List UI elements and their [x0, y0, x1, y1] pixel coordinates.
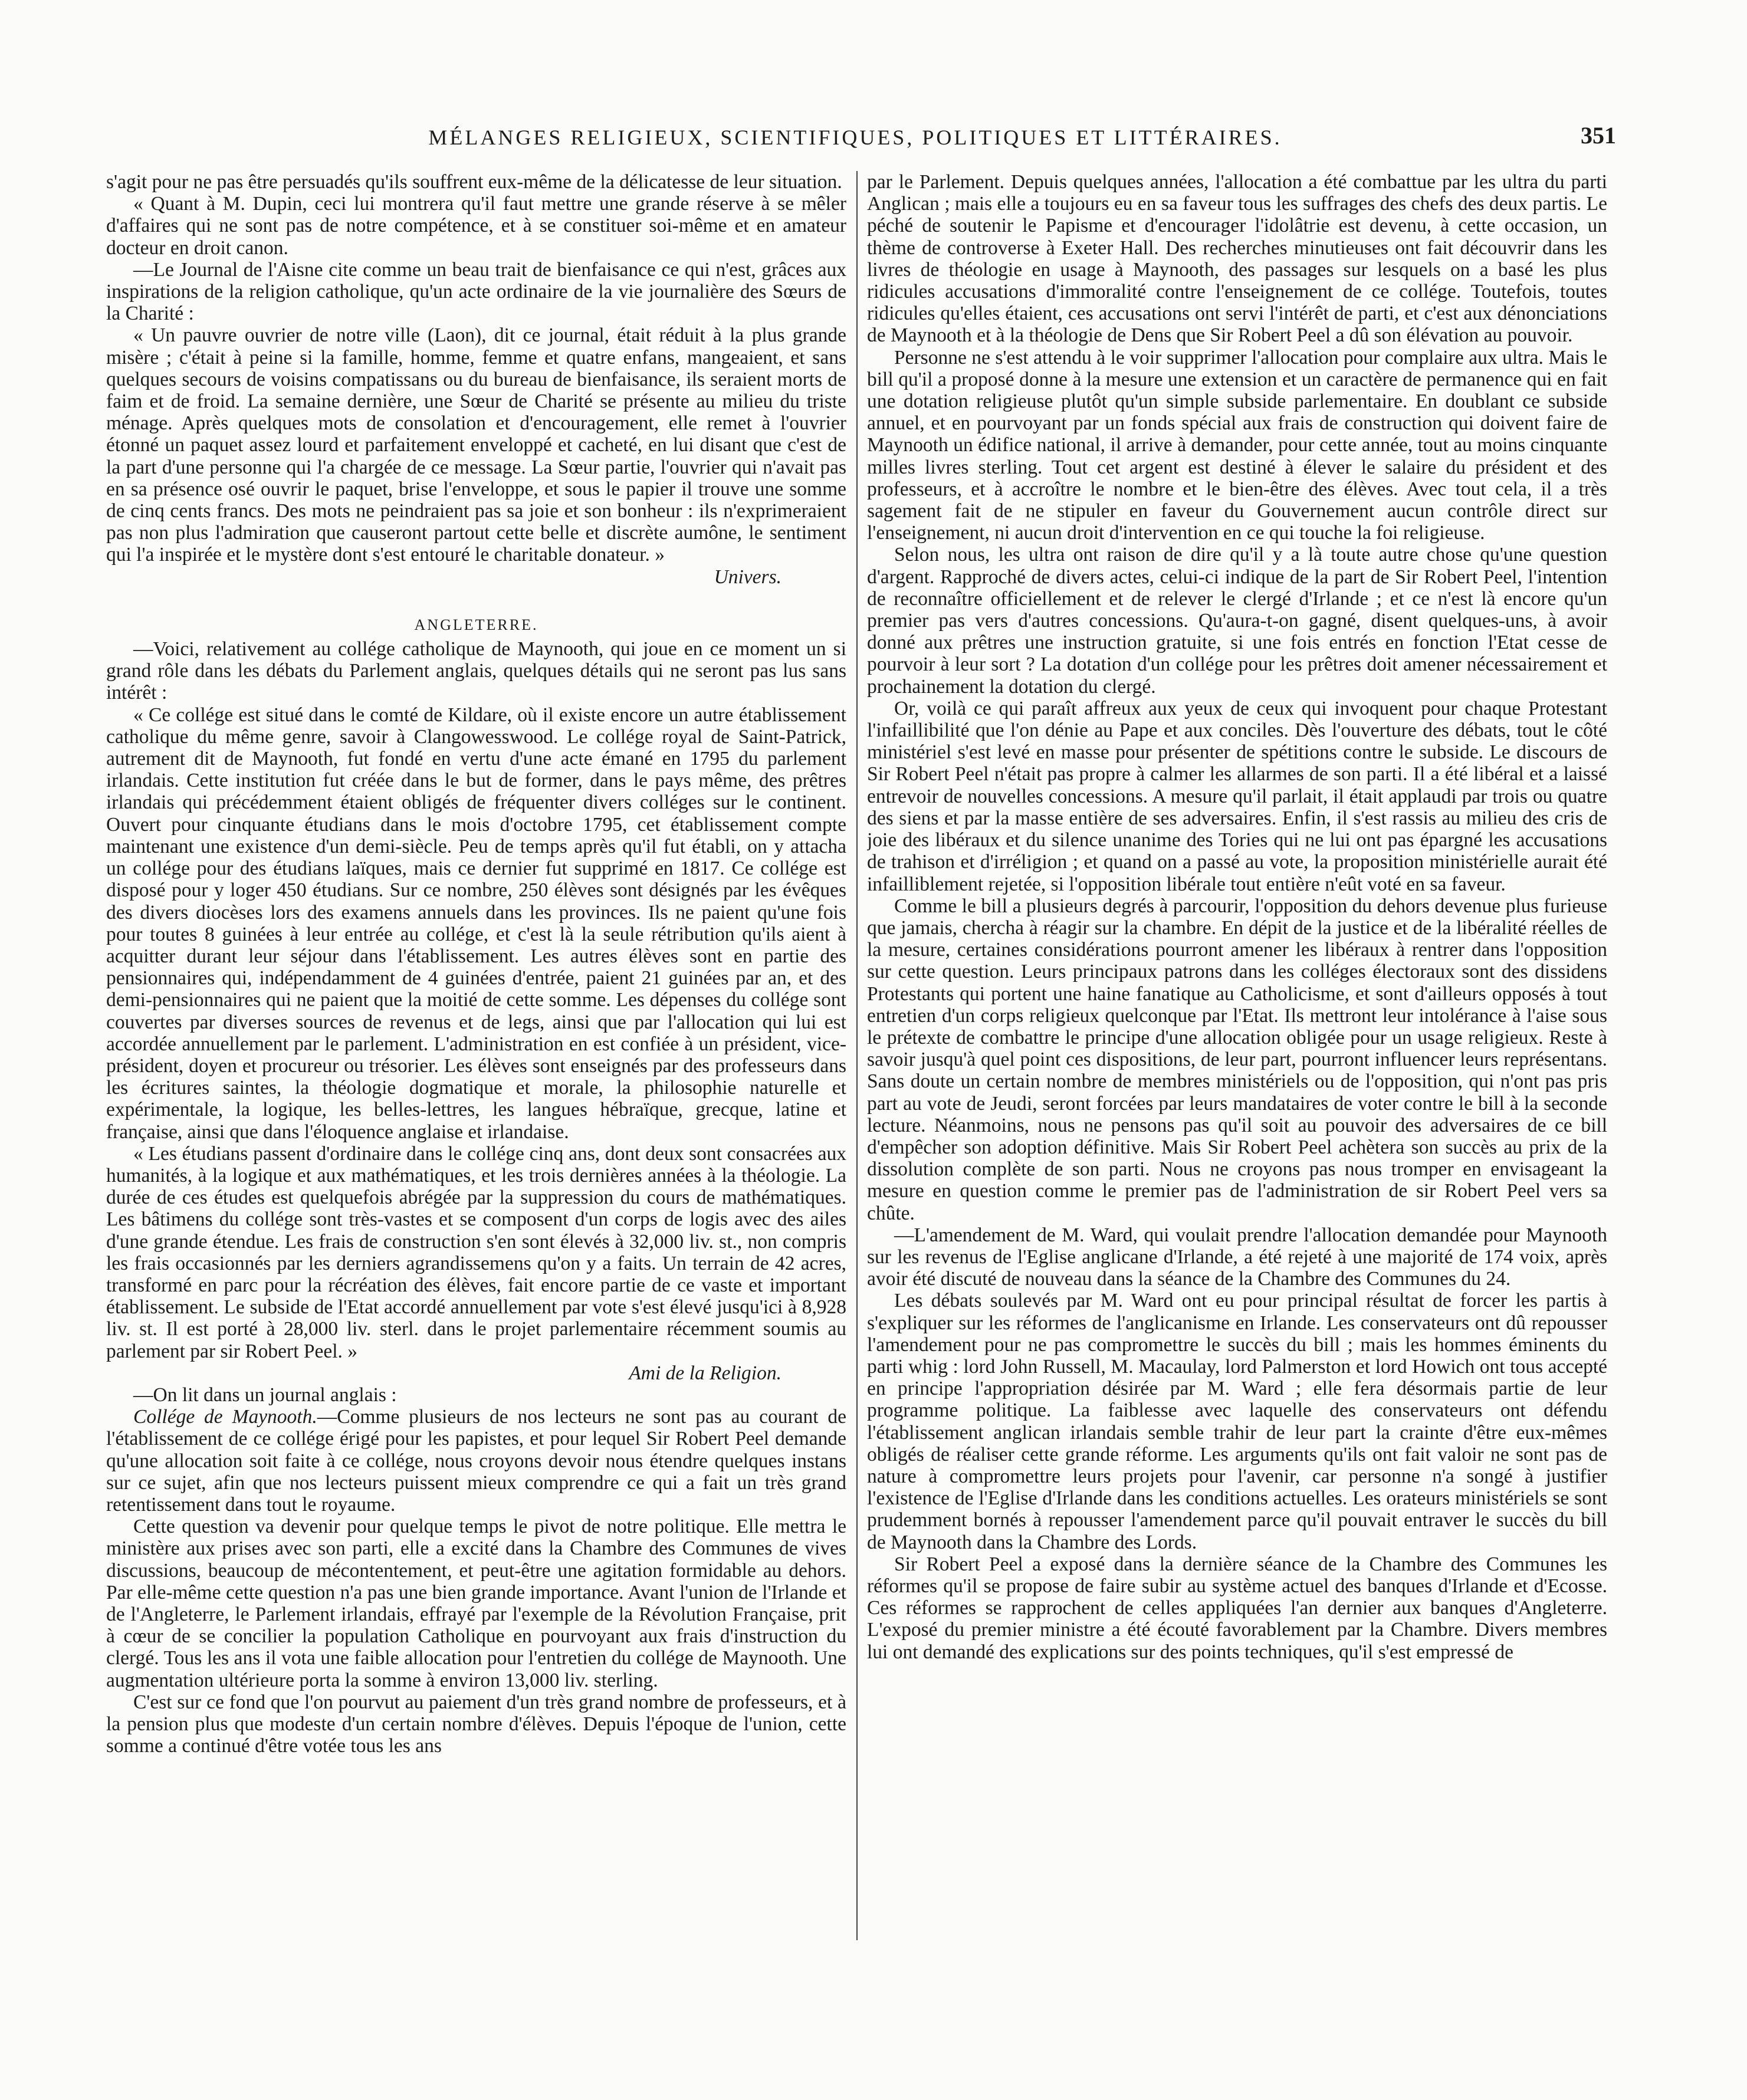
- left-column: [106, 171, 846, 1940]
- running-head: [106, 122, 1616, 160]
- paragraph: « Ce collége est situé dans le comté de Kildare, où il existe encore un autre établissement catholique du même genre, savoir à Clangowesswood. Le collége royal de Saint-Patrick, autrement dit de Maynooth, fut fondé en vertu d'une acte émané en 1795 du parlement irlandais. Cette institution fut créée dans le but de former, dans le pays même, des prêtres irlandais qui précédemment étaient obligés de fréquenter divers colléges sur le continent. Ouvert pour cinquante étudians dans le mois d'octobre 1795, cet établissement compte maintenant une existence d'un demi-siècle. Peu de temps après qu'il fut établi, on y attacha un collége pour des étudians laïques, mais ce dernier fut supprimé en 1817. Ce collége est disposé pour y loger 450 étudians. Sur ce nombre, 250 élèves sont désignés par les évêques des divers diocèses lors des examens annuels dans les provinces. Ils ne paient qu'une fois pour toutes 8 guinées à leur entrée au collége, et c'est là la seule rétribution qu'ils aient à acquitter durant leur séjour dans l'établissement. Les autres élèves sont en partie des pensionnaires qui, indépendamment de 4 guinées d'entrée, paient 21 guinées par an, et des demi-pensionnaires qui ne paient que la moitié de cette somme. Les dépenses du collége sont couvertes par diverses sources de revenus et de legs, ainsi que par l'allocation qui lui est accordée annuellement par le parlement. L'administration en est confiée à un président, vice-président, doyen et procureur ou trésorier. Les élèves sont enseignés par des professeurs dans les écritures saintes, la théologie dogmatique et morale, la philosophie naturelle et expérimentale, la logique, les belles-lettres, les langues hébraïque, grecque, latine et française, ainsi que dans l'éloquence anglaise et irlandaise.: [106, 704, 846, 1143]
- source-attribution: Ami de la Religion.: [629, 1362, 781, 1384]
- paragraph: Comme le bill a plusieurs degrés à parcourir, l'opposition du dehors devenue plus furieuse que jamais, chercha à réagir sur la chambre. En dépit de la justice et de la libéralité réelles de la mesure, certaines considérations pourront amener les libéraux à rentrer dans l'opposition sur cette question. Leurs principaux patrons dans les colléges électoraux sont des dissidens Protestants qui portent une haine fanatique au Catholicisme, et sont d'ailleurs opposés à tout entretien d'un corps religieux quelconque par l'Etat. Ils mettront leur intolérance à l'aise sous le prétexte de combattre le principe d'une allocation obligée pour un usage religieux. Reste à savoir jusqu'à quel point ces dispositions, de leur part, pourront influencer leurs représentans. Sans doute un certain nombre de membres ministériels ou de l'opposition, qui n'ont pas pris part au vote de Jeudi, seront forcées par leurs mandataires de voter contre le bill à la seconde lecture. Néanmoins, nous ne pensons pas qu'il soit au pouvoir des adversaires de ce bill d'empêcher son adoption définitive. Mais Sir Robert Peel achètera son succès au prix de la dissolution complète de son parti. Nous ne croyons pas nous tromper en envisageant la mesure en question comme le premier pas de l'administration de sir Robert Peel vers sa chûte.: [867, 895, 1607, 1224]
- paragraph: Les débats soulevés par M. Ward ont eu pour principal résultat de forcer les partis à s'expliquer sur les réformes de l'anglicanisme en Irlande. Les conservateurs ont dû repousser l'amendement pour ne pas compromettre le succès du bill ; mais les hommes éminents du parti whig : lord John Russell, M. Macaulay, lord Palmerston et lord Howich ont tous accepté en principe l'appropriation désirée par M. Ward ; elle fera désormais partie de leur programme politique. La faiblesse avec laquelle des conservateurs ont défendu l'établissement anglican irlandais semble trahir de leur part la crainte d'être eux-mêmes obligés de réaliser cette grande réforme. Les arguments qu'ils ont fait valoir ne sont pas de nature à compromettre leurs projets pour l'avenir, car personne n'a songé à justifier l'existence de l'Eglise d'Irlande dans les conditions actuelles. Les orateurs ministériels se sont prudemment bornés à repousser l'amendement parce qu'il pouvait entraver le succès du bill de Maynooth dans la Chambre des Lords.: [867, 1290, 1607, 1553]
- paragraph: s'agit pour ne pas être persuadés qu'ils souffrent eux-même de la délicatesse de leur situation.: [106, 171, 842, 193]
- paragraph: [106, 1406, 846, 1516]
- source-attribution: Univers.: [714, 566, 781, 588]
- paragraph: —Voici, relativement au collége catholique de Maynooth, qui joue en ce moment un si grand rôle dans les débats du Parlement anglais, quelques détails qui ne seront pas lus sans intérêt :: [106, 638, 846, 704]
- page-number: 351: [1581, 122, 1616, 149]
- article-label: Collége de Maynooth.: [133, 1406, 317, 1428]
- paragraph: —On lit dans un journal anglais :: [133, 1383, 397, 1406]
- divider: [106, 588, 846, 609]
- column-rule: [856, 171, 858, 1940]
- paragraph: —L'amendement de M. Ward, qui voulait prendre l'allocation demandée pour Maynooth sur les revenus de l'Eglise anglicane d'Irlande, a été rejeté à une majorité de 174 voix, après avoir été discuté de nouveau dans la séance de la Chambre des Communes du 24.: [867, 1224, 1607, 1290]
- paragraph: —Le Journal de l'Aisne cite comme un beau trait de bienfaisance ce qui n'est, grâces aux inspirations de la religion catholique, qu'un acte ordinaire de la vie journalière des Sœurs de la Charité :: [106, 258, 846, 325]
- paragraph-text: —Comme plusieurs de nos lecteurs ne sont pas au courant de l'établissement de ce collége érigé pour les papistes, et pour lequel Sir Robert Peel demande qu'une allocation soit faite à ce collége, nous croyons devoir nous étendre quelques instans sur ce sujet, afin que nos lecteurs puissent mieux comprendre ce qui a fait un très grand retentissement dans tout le royaume.: [106, 1406, 846, 1516]
- running-title: MÉLANGES RELIGIEUX, SCIENTIFIQUES, POLITIQUES ET LITTÉRAIRES.: [428, 126, 1282, 149]
- paragraph: Or, voilà ce qui paraît affreux aux yeux de ceux qui invoquent pour chaque Protestant l'infaillibilité que l'on dénie au Pape et aux conciles. Dès l'ouverture des débats, tout le côté ministériel s'est levé en masse pour présenter de spétitions contre le subside. Le discours de Sir Robert Peel n'était pas propre à calmer les allarmes de son parti. Il a été libéral et a laissé entrevoir de nouvelles concessions. A mesure qu'il parlait, il était applaudi par trois ou quatre des siens et par la masse entière de ses adversaires. Enfin, il s'est rassis au milieu des cris de joie des libéraux et du silence unanime des Tories qui ne lui ont pas épargné les accusations de trahison et d'irréligion ; et quand on a passé au vote, la proposition ministérielle aurait été infailliblement rejetée, si l'opposition libérale tout entière n'eût voté en sa faveur.: [867, 697, 1607, 895]
- paragraph: Selon nous, les ultra ont raison de dire qu'il y a là toute autre chose qu'une question d'argent. Rapproché de divers actes, celui-ci indique de la part de Sir Robert Peel, l'intention de reconnaître officiellement et de relever le clergé d'Irlande ; et ce n'est là encore qu'un premier pas vers d'autres concessions. Qu'aura-t-on gagné, disent quelques-uns, à avoir donné aux prêtres une instruction gratuite, si une fois entrés en fonction l'Etat cesse de pourvoir à leur sort ? La dotation d'un collége pour les prêtres doit amener nécessairement et prochainement la dotation du clergé.: [867, 544, 1607, 698]
- paragraph: par le Parlement. Depuis quelques années, l'allocation a été combattue par les ultra du parti Anglican ; mais elle a toujours eu en sa faveur tous les suffrages des chefs des deux partis. Le péché de soutenir le Papisme et d'encourager l'idolâtrie est devenu, à cette occasion, un thème de controverse à Exeter Hall. Des recherches minutieuses ont fait découvrir dans les livres de théologie en usage à Maynooth, des passages sur lesquels on a basé les plus ridicules accusations d'immoralité contre l'enseignement de ce collége. Toutefois, toutes ridicules qu'elles étaient, ces accusations ont servi l'intérêt de parti, et c'est aux dénonciations de Maynooth et à la théologie de Dens que Sir Robert Peel a dû son élévation au pouvoir.: [867, 171, 1607, 347]
- paragraph: « Un pauvre ouvrier de notre ville (Laon), dit ce journal, était réduit à la plus grande misère ; c'était à peine si la famille, homme, femme et quatre enfans, mangeaient, et sans quelques secours de voisins compatissans ou du bureau de bienfaisance, ils seraient morts de faim et de froid. La semaine dernière, une Sœur de Charité se présente au milieu du triste ménage. Après quelques mots de consolation et d'encouragement, elle remet à l'ouvrier étonné un paquet assez lourd et parfaitement enveloppé et cacheté, en lui disant que c'est de la part d'une personne qui l'a chargée de ce message. La Sœur partie, l'ouvrier qui n'avait pas en sa présence osé ouvrir le paquet, brise l'enveloppe, et sous le papier il trouve une somme de cinq cents francs. Des mots ne peindraient pas sa joie et son bonheur : ils n'exprimeraient pas non plus l'admiration que causeront partout cette belle et discrète aumône, le sentiment qui l'a inspirée et le mystère dont s'est entouré le charitable donateur. »: [106, 324, 846, 566]
- section-heading: ANGLETERRE.: [414, 616, 538, 633]
- paragraph: « Les étudians passent d'ordinaire dans le collége cinq ans, dont deux sont consacrées aux humanités, à la logique et aux mathématiques, et les trois dernières années à la théologie. La durée de ces études est quelquefois abrégée par la suppression du cours de mathématiques. Les bâtimens du collége sont très-vastes et se composent d'un corps de logis avec des ailes d'une grande étendue. Les frais de construction s'en sont élevés à 32,000 liv. st., non compris les frais occasionnés par les derniers agrandissemens qu'on y a faits. Un terrain de 42 acres, transformé en parc pour la récréation des élèves, fait encore partie de ce vaste et important établissement. Le subside de l'Etat accordé annuellement par vote s'est élevé jusqu'ici à 8,928 liv. st. Il est porté à 28,000 liv. sterl. dans le projet parlementaire récemment soumis au parlement par sir Robert Peel. »: [106, 1142, 846, 1362]
- paragraph: Personne ne s'est attendu à le voir supprimer l'allocation pour complaire aux ultra. Mais le bill qu'il a proposé donne à la mesure une extension et un caractère de permanence qui en fait une dotation religieuse plutôt qu'un simple subside parlementaire. En doublant ce subside annuel, et en pourvoyant par un fonds spécial aux frais de construction qui doivent faire de Maynooth un édifice national, il arrive à demander, pour cette année, tout au moins cinquante milles livres sterling. Tout cet argent est destiné à élever le salaire du président et des professeurs, et à accroître le nombre et le bien-être des élèves. Avec tout cela, il a très sagement fait de ne stipuler en faveur du Gouvernement aucun contrôle direct sur l'enseignement, ni aucun droit d'intervention en ce qui touche la foi religieuse.: [867, 346, 1607, 544]
- paragraph: « Quant à M. Dupin, ceci lui montrera qu'il faut mettre une grande réserve à se mêler d'affaires qui ne sont pas de notre compétence, et à se constituer soi-même et en amateur docteur en droit canon.: [106, 193, 846, 259]
- right-column: [867, 171, 1607, 1940]
- paragraph: Sir Robert Peel a exposé dans la dernière séance de la Chambre des Communes les réformes qu'il se propose de faire subir au système actuel des banques d'Irlande et d'Ecosse. Ces réformes se rapprochent de celles appliquées l'an dernier aux banques d'Angleterre. L'exposé du premier ministre a été écouté favorablement par la Chambre. Divers membres lui ont demandé des explications sur des points techniques, qu'il s'est empressé de: [867, 1553, 1607, 1663]
- paragraph: Cette question va devenir pour quelque temps le pivot de notre politique. Elle mettra le ministère aux prises avec son parti, elle a excité dans la Chambre des Communes de vives discussions, beaucoup de mécontentement, et peut-être une agitation formidable au dehors. Par elle-même cette question n'a pas une bien grande importance. Avant l'union de l'Irlande et de l'Angleterre, le Parlement irlandais, effrayé par l'exemple de la Révolution Française, prit à cœur de se concilier la population Catholique en pourvoyant aux frais d'instruction du clergé. Tous les ans il vota une faible allocation pour l'entretien du collége de Maynooth. Une augmentation ultérieure porta la somme à environ 13,000 liv. sterling.: [106, 1516, 846, 1691]
- paragraph: C'est sur ce fond que l'on pourvut au paiement d'un très grand nombre de professeurs, et à la pension plus que modeste d'un certain nombre d'élèves. Depuis l'époque de l'union, cette somme a continué d'être votée tous les ans: [106, 1691, 846, 1757]
